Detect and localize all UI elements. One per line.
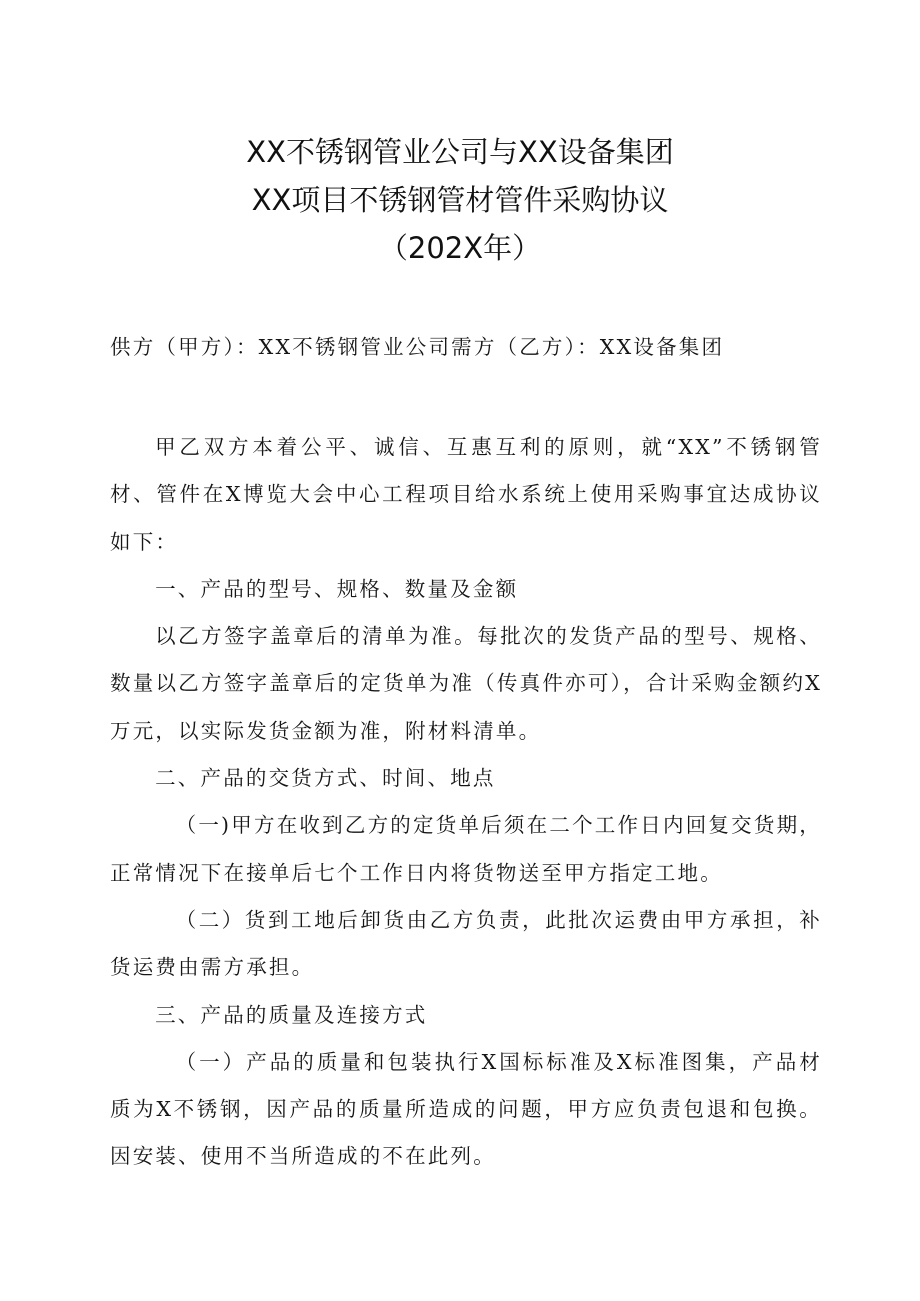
document-title bbox=[0, 128, 920, 272]
section-3-clause-1: （一）产品的质量和包装执行X国标标准及X标准图集，产品材质为X不锈钢，因产品的质量所造成的问题，甲方应负责包退和包换。因安装、使用不当所造成的不在此列。 bbox=[110, 1049, 822, 1169]
section-2-clause-2: （二）货到工地后卸货由乙方负责，此批次运费由甲方承担，补货运费由需方承担。 bbox=[110, 907, 822, 980]
intro-paragraph: 甲乙双方本着公平、诚信、互惠互利的原则，就“XX”不锈钢管材、管件在X博览大会中心工程项目给水系统上使用采购事宜达成协议如下： bbox=[110, 435, 822, 554]
section-1-paragraph: 以乙方签字盖章后的清单为准。每批次的发货产品的型号、规格、数量以乙方签字盖章后的定货单为准（传真件亦可），合计采购金额约X万元，以实际发货金额为准，附材料清单。 bbox=[110, 624, 822, 743]
contract-parties: 供方（甲方）：XX不锈钢管业公司需方（乙方）：XX设备集团 bbox=[110, 335, 725, 359]
title-line-agreement: XX项目不锈钢管材管件采购协议 bbox=[251, 183, 669, 217]
section-2-clause-1: （一)甲方在收到乙方的定货单后须在二个工作日内回复交货期，正常情况下在接单后七个工作日内将货物送至甲方指定工地。 bbox=[110, 813, 822, 885]
section-heading-1: 一、产品的型号、规格、数量及金额 bbox=[155, 576, 519, 601]
document-body bbox=[110, 424, 822, 1181]
title-line-year: （202X年） bbox=[378, 231, 542, 265]
section-heading-3: 三、产品的质量及连接方式 bbox=[155, 1002, 428, 1027]
section-heading-2: 二、产品的交货方式、时间、地点 bbox=[155, 766, 496, 791]
title-line-companies: XX不锈钢管业公司与XX设备集团 bbox=[246, 135, 674, 169]
